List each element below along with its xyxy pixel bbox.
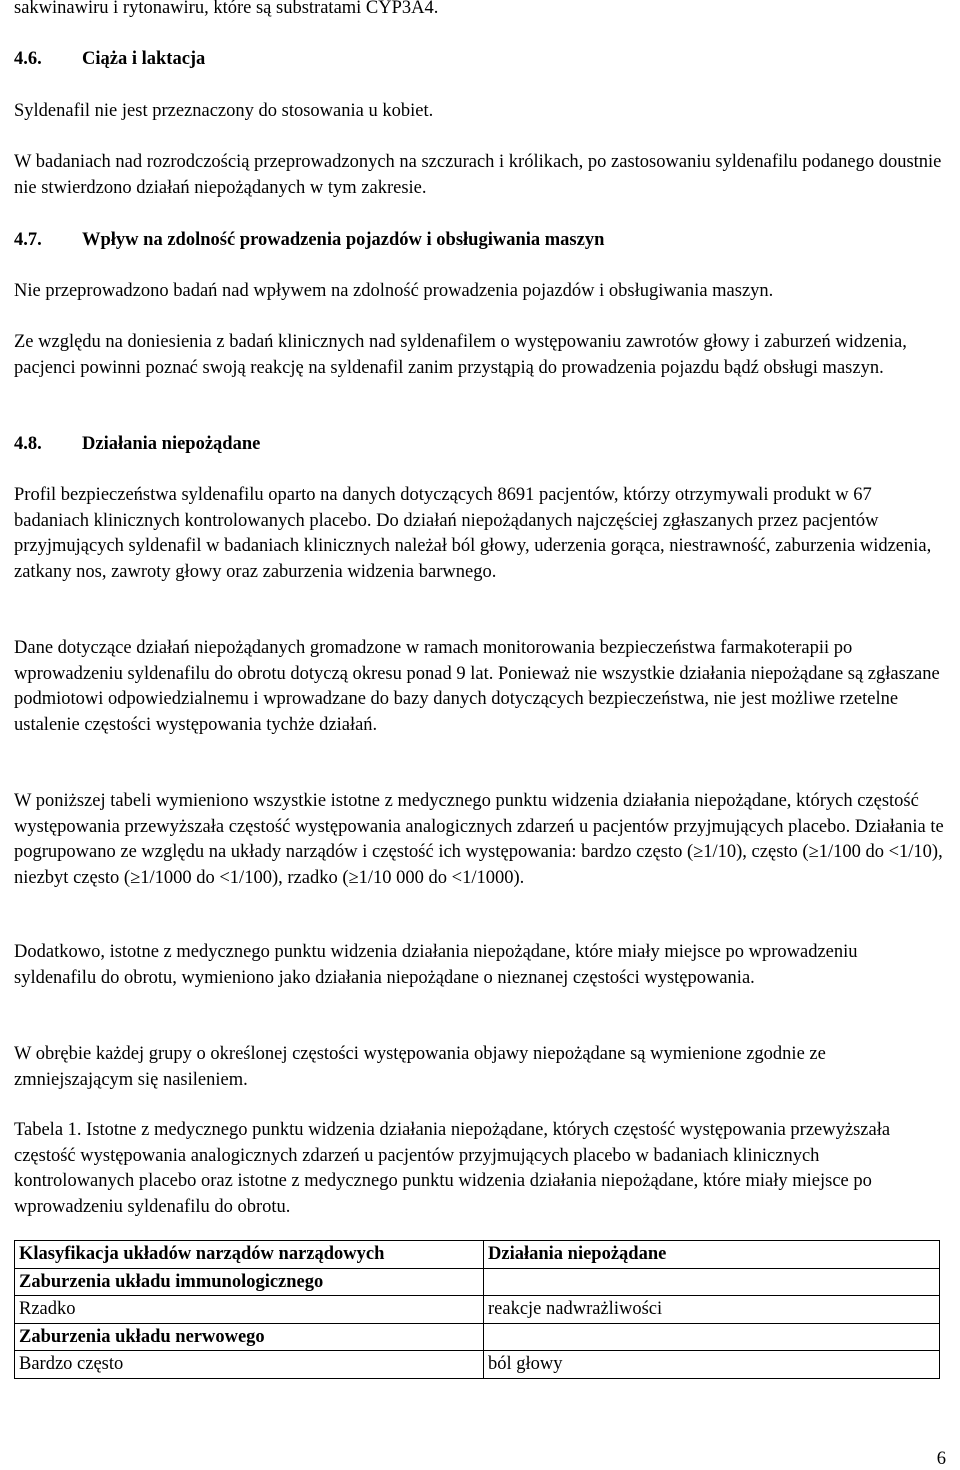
- paragraph-cyp3a4: sakwinawiru i rytonawiru, które są substratami CYP3A4.: [14, 0, 439, 18]
- table-header-row: [15, 1241, 940, 1269]
- heading-4-7-title: Wpływ na zdolność prowadzenia pojazdów i obsługiwania maszyn: [82, 230, 605, 250]
- paragraph-unknown-frequency: Dodatkowo, istotne z medycznego punktu widzenia działania niepożądane, które miały miejsce po wprowadzeniu syldenafilu do obrotu, wymieniono jako działania niepożądane o nieznanej częstości występowania.: [14, 942, 858, 988]
- heading-4-6-number: 4.6.: [14, 49, 42, 69]
- table-row: [15, 1296, 940, 1324]
- heading-4-6-title: Ciąża i laktacja: [82, 49, 206, 69]
- heading-4-7: [14, 228, 944, 254]
- paragraph-reproduction-studies: W badaniach nad rozrodczością przeprowadzonych na szczurach i królikach, po zastosowaniu syldenafilu podanego doustnie nie stwierdzono działań niepożądanych w tym zakresie.: [14, 152, 942, 198]
- paragraph-no-driving-studies: Nie przeprowadzono badań nad wpływem na zdolność prowadzenia pojazdów i obsługiwania maszyn.: [14, 281, 774, 301]
- paragraph-severity-order: W obrębie każdej grupy o określonej częstości występowania objawy niepożądane są wymienione zgodnie ze zmniejszającym się nasileniem.: [14, 1044, 826, 1090]
- table-cell-soc-group: Zaburzenia układu immunologicznego: [15, 1268, 484, 1296]
- paragraph-dizziness-warning: Ze względu na doniesienia z badań klinicznych nad syldenafilem o występowaniu zawrotów głowy i zaburzeń widzenia, pacjenci powinni poznać swoją reakcję na syldenafil zanim przystąpią do prowadzenia pojazdu bądź obsługi maszyn.: [14, 332, 907, 378]
- paragraph-pregnancy: Syldenafil nie jest przeznaczony do stosowania u kobiet.: [14, 101, 434, 121]
- table-row: [15, 1323, 940, 1351]
- table-row: [15, 1268, 940, 1296]
- heading-4-6: [14, 47, 944, 73]
- heading-4-8-title: Działania niepożądane: [82, 434, 261, 454]
- table-header-soc: Klasyfikacja układów narządów narządowych: [15, 1241, 484, 1269]
- table-cell-frequency: Rzadko: [15, 1296, 484, 1324]
- paragraph-frequency-definitions: W poniższej tabeli wymieniono wszystkie istotne z medycznego punktu widzenia działania niepożądane, których częstość występowania przewyższała częstość występowania analogicznych zdarzeń u pacjentów przyjmujących placebo. Działania te pogrupowano ze względu na układy narządów i częstość ich występowania: bardzo często (≥1/10), często (≥1/100 do <1/10), niezbyt często (≥1/1000 do <1/100), rzadko (≥1/10 000 do <1/1000).: [14, 791, 944, 888]
- table-header-reactions: Działania niepożądane: [484, 1241, 940, 1269]
- paragraph-safety-profile: Profil bezpieczeństwa syldenafilu oparto na danych dotyczących 8691 pacjentów, którzy otrzymywali produkt w 67 badaniach klinicznych kontrolowanych placebo. Do działań niepożądanych najczęściej zgłaszanych przez pacjentów przyjmujących syldenafil w badaniach klinicznych należał ból głowy, uderzenia gorąca, niestrawność, zaburzenia widzenia, zatkany nos, zawroty głowy oraz zaburzenia widzenia barwnego.: [14, 485, 932, 582]
- table-cell-reaction: [484, 1268, 940, 1296]
- table-cell-soc-group: Zaburzenia układu nerwowego: [15, 1323, 484, 1351]
- table-cell-reaction: [484, 1323, 940, 1351]
- heading-4-8: [14, 432, 944, 458]
- adverse-reactions-table: [14, 1240, 940, 1379]
- table-caption: Tabela 1. Istotne z medycznego punktu widzenia działania niepożądane, których częstość występowania przewyższała częstość występowania analogicznych zdarzeń u pacjentów przyjmujących placebo w badaniach klinicznych kontrolowanych placebo oraz istotne z medycznego punktu widzenia działania niepożądane, które miały miejsce po wprowadzeniu syldenafilu do obrotu.: [14, 1120, 891, 1217]
- table-cell-frequency: Bardzo często: [15, 1351, 484, 1379]
- table-cell-reaction: reakcje nadwrażliwości: [484, 1296, 940, 1324]
- heading-4-8-number: 4.8.: [14, 434, 42, 454]
- page-number: 6: [936, 1449, 946, 1469]
- table-row: [15, 1351, 940, 1379]
- heading-4-7-number: 4.7.: [14, 230, 42, 250]
- paragraph-postmarketing-data: Dane dotyczące działań niepożądanych gromadzone w ramach monitorowania bezpieczeństwa farmakoterapii po wprowadzeniu syldenafilu do obrotu dotyczą okresu ponad 9 lat. Ponieważ nie wszystkie działania niepożądane są zgłaszane podmiotowi odpowiedzialnemu i wprowadzane do bazy danych dotyczących bezpieczeństwa, nie jest możliwe rzetelne ustalenie częstości występowania tychże działań.: [14, 638, 940, 735]
- table-cell-reaction: ból głowy: [484, 1351, 940, 1379]
